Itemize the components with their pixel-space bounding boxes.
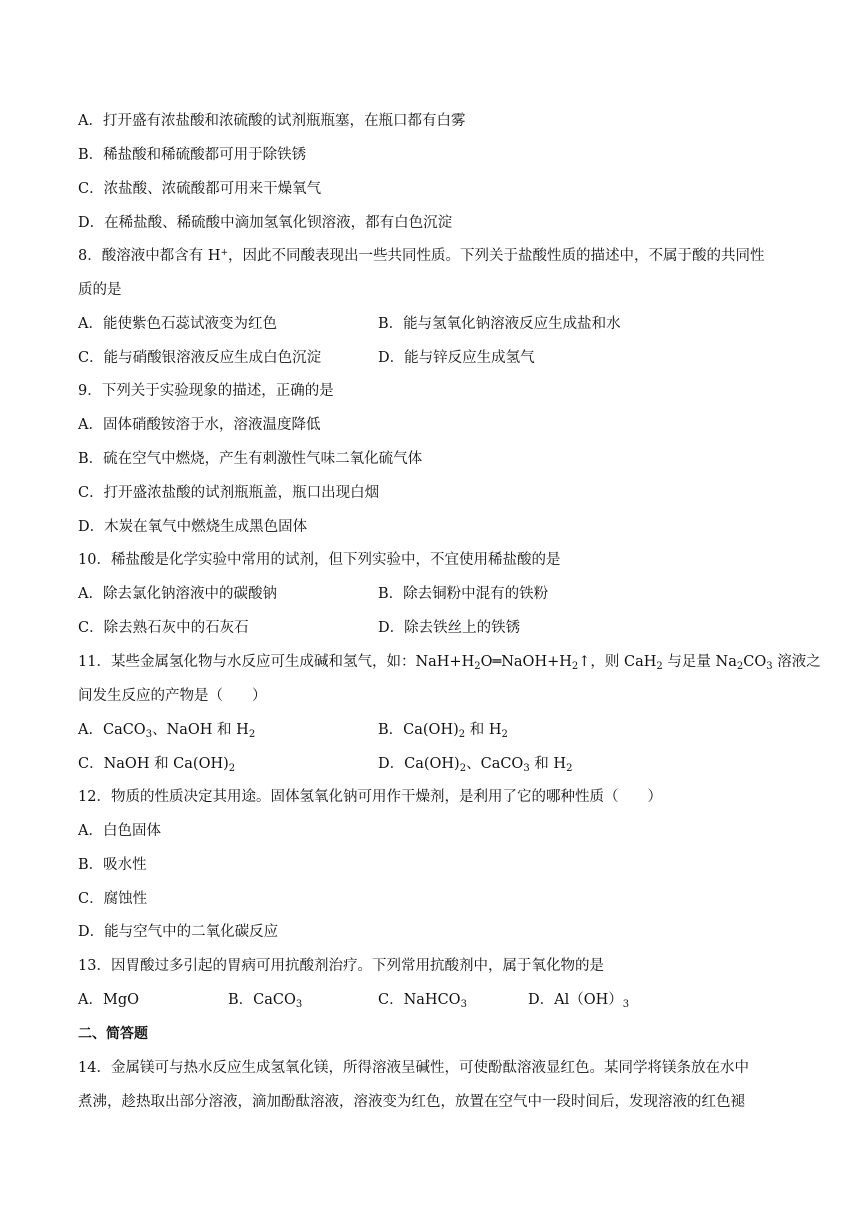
q8-stem-line2: 质的是 (78, 282, 122, 298)
q12-option-c: C．腐蚀性 (78, 891, 148, 907)
q13-option-b: B．CaCO$_3$ (228, 992, 303, 1010)
q9-stem: 9．下列关于实验现象的描述，正确的是 (78, 383, 334, 399)
q13-option-c: C．NaHCO$_3$ (378, 992, 467, 1010)
q14-line1: 14．金属镁可与热水反应生成氢氧化镁，所得溶液呈碱性，可使酚酞溶液显红色。某同学将镁条放在水中 (78, 1060, 749, 1076)
q10-option-b: B．除去铜粉中混有的铁粉 (378, 586, 549, 602)
q10-option-c: C．除去熟石灰中的石灰石 (78, 620, 249, 636)
q12-option-d: D．能与空气中的二氧化碳反应 (78, 924, 279, 940)
q8-stem-line1: 8．酸溶液中都含有 H+，因此不同酸表现出一些共同性质。下列关于盐酸性质的描述中，不属于酸的共同性 (78, 248, 765, 264)
q9-option-a: A．固体硝酸铵溶于水，溶液温度降低 (78, 417, 321, 433)
q10-option-d: D．除去铁丝上的铁锈 (378, 620, 521, 636)
q11-stem-line2: 间发生反应的产物是（ ） (78, 688, 267, 704)
q12-option-a: A．白色固体 (78, 823, 161, 839)
q13-option-a: A．MgO (78, 992, 139, 1008)
q14-line2: 煮沸，趁热取出部分溶液，滴加酚酞溶液，溶液变为红色，放置在空气中一段时间后，发现溶液的红色褪 (78, 1094, 745, 1110)
q8-option-b: B．能与氢氧化钠溶液反应生成盐和水 (378, 316, 621, 332)
q9-option-b: B．硫在空气中燃烧，产生有刺激性气味二氧化硫气体 (78, 451, 423, 467)
q11-option-b: B．$Ca(OH)_2$ 和 $H_2$ (378, 722, 508, 740)
q7-option-a: A．打开盛有浓盐酸和浓硫酸的试剂瓶瓶塞，在瓶口都有白雾 (78, 113, 466, 129)
q7-option-c: C．浓盐酸、浓硫酸都可用来干燥氧气 (78, 181, 322, 197)
q12-stem: 12．物质的性质决定其用途。固体氢氧化钠可用作干燥剂，是利用了它的哪种性质（ ） (78, 789, 662, 805)
section-heading: 二、简答题 (78, 1026, 148, 1042)
q8-option-c: C．能与硝酸银溶液反应生成白色沉淀 (78, 350, 322, 366)
q8-option-a: A．能使紫色石蕊试液变为红色 (78, 316, 277, 332)
q10-stem: 10．稀盐酸是化学实验中常用的试剂，但下列实验中，不宜使用稀盐酸的是 (78, 552, 561, 568)
q12-option-b: B．吸水性 (78, 857, 147, 873)
q9-option-c: C．打开盛浓盐酸的试剂瓶瓶盖，瓶口出现白烟 (78, 485, 380, 501)
q13-option-d: D．$Al(OH)_3$ (528, 992, 630, 1010)
q8-option-d: D．能与锌反应生成氢气 (378, 350, 535, 366)
q7-option-b: B．稀盐酸和稀硫酸都可用于除铁锈 (78, 147, 307, 163)
q11-stem-line1: 11．某些金属氢化物与水反应可生成碱和氢气，如：$NaH+H_2O═NaOH+H_2↑$，则 CaH$_2$ 与足量 $Na_2CO_3$ 溶液之 (78, 654, 821, 672)
q11-option-d: D．$Ca(OH)_2$、CaCO$_3$ 和 $H_2$ (378, 756, 573, 774)
q11-option-c: C．NaOH 和 $Ca(OH)_2$ (78, 756, 236, 774)
q13-stem: 13．因胃酸过多引起的胃病可用抗酸剂治疗。下列常用抗酸剂中，属于氧化物的是 (78, 958, 604, 974)
q7-option-d: D．在稀盐酸、稀硫酸中滴加氢氧化钡溶液，都有白色沉淀 (78, 215, 453, 231)
q11-option-a: A．CaCO$_3$、NaOH 和 $H_2$ (78, 722, 256, 740)
q9-option-d: D．木炭在氧气中燃烧生成黑色固体 (78, 519, 308, 535)
q10-option-a: A．除去氯化钠溶液中的碳酸钠 (78, 586, 277, 602)
